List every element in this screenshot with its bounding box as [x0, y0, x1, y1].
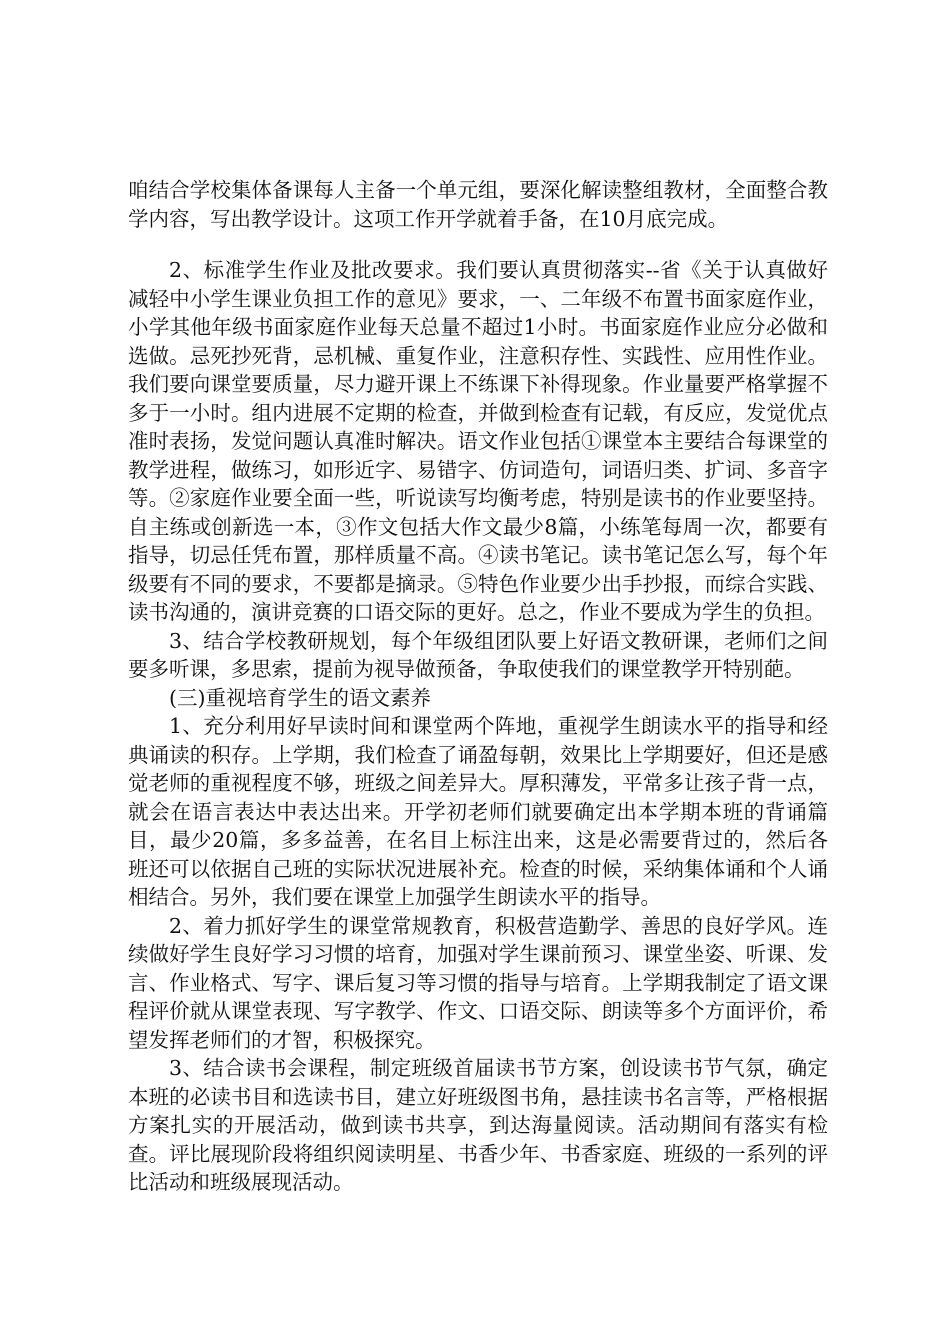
paragraph-classroom-routine: 2、着力抓好学生的课堂常规教育，积极营造勤学、善思的良好学风。连续做好学生良好学习习惯的培育，加强对学生课前预习、课堂坐姿、听课、发言、作业格式、写字、课后复习等习惯的指导与培育。上学期我制定了语文课程评价就从课堂表现、写字教学、作文、口语交际、朗读等多个方面评价，希望发挥老师们的才智，积极探究。 [128, 913, 828, 1052]
paragraph-homework-requirements: 2、标准学生作业及批改要求。我们要认真贯彻落实--省《关于认真做好减轻中小学生课业负担工作的意见》要求，一、二年级不布置书面家庭作业，小学其他年级书面家庭作业每天总量不超过1小时。书面家庭作业应分必做和选做。忌死抄死背，忌机械、重复作业，注意积存性、实践性、应用性作业。我们要向课堂要质量，尽力避开课上不练课下补得现象。作业量要严格掌握不多于一小时。组内进展不定期的检查，并做到检查有记载，有反应，发觉优点准时表扬，发觉问题认真准时解决。语文作业包括①课堂本主要结合每课堂的教学进程，做练习，如形近字、易错字、仿词造句，词语归类、扩词、多音字等。②家庭作业要全面一些，听说读写均衡考虑，特别是读书的作业要坚持。自主练或创新选一本，③作文包括大作文最少8篇，小练笔每周一次，都要有指导，切忌任凭布置，那样质量不高。④读书笔记。读书笔记怎么写，每个年级要有不同的要求，不要都是摘录。⑤特色作业要少出手抄报，而综合实践、读书沟通的，演讲竞赛的口语交际的更好。总之，作业不要成为学生的负担。 [128, 258, 828, 624]
paragraph-morning-reading: 1、充分利用好早读时间和课堂两个阵地，重视学生朗读水平的指导和经典诵读的积存。上学期，我们检查了诵盈每朝，效果比上学期要好，但还是感觉老师的重视程度不够，班级之间差异大。厚积薄发，平常多让孩子背一点，就会在语言表达中表达出来。开学初老师们就要确定出本学期本班的背诵篇目，最少20篇，多多益善，在名目上标注出来，这是必需要背过的，然后各班还可以依据自己班的实际状况进展补充。检查的时候，采纳集体诵和个人诵相结合。另外，我们要在课堂上加强学生朗读水平的指导。 [128, 714, 828, 909]
paragraph-teaching-research: 3、结合学校教研规划，每个年级组团队要上好语文教研课，老师们之间要多听课，多思索，提前为视导做预备，争取使我们的课堂教学开特别葩。 [128, 628, 828, 681]
section-heading-literacy: (三)重视培育学生的语文素养 [169, 685, 431, 710]
paragraph-reading-festival: 3、结合读书会课程，制定班级首届读书节方案，创设读书节气氛，确定本班的必读书目和选读书目，建立好班级图书角，悬挂读书名言等，严格根据方案扎实的开展活动，做到读书共享，到达海量阅读。活动期间有落实有检查。评比展现阶段将组织阅读明星、书香少年、书香家庭、班级的一系列的评比活动和班级展现活动。 [128, 1056, 828, 1194]
body-text-block [128, 256, 828, 1197]
opening-paragraph: 咱结合学校集体备课每人主备一个单元组，要深化解读整组教材，全面整合教学内容，写出教学设计。这项工作开学就着手备，在10月底完成。 [128, 178, 828, 231]
opening-text-block [128, 176, 828, 233]
